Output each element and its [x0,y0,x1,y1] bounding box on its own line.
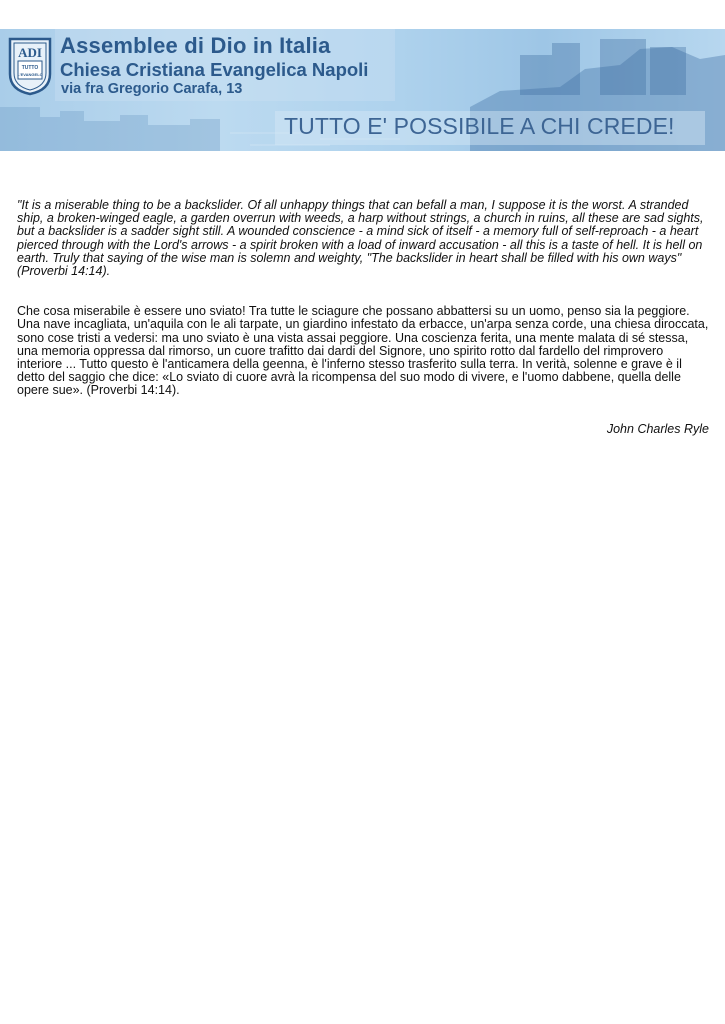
church-title: Assemblee di Dio in Italia [60,33,331,58]
header-banner [0,29,725,151]
church-subtitle: Chiesa Cristiana Evangelica Napoli [60,59,369,80]
quote-author: John Charles Ryle [606,421,709,436]
church-address: via fra Gregorio Carafa, 13 [61,81,243,97]
quote-italian: Che cosa miserabile è essere uno sviato! Tra tutte le sciagure che possano abbattersi su un uomo, penso sia la peggiore. Una nave incagliata, un'aquila con le ali tarpate, un giardino infestato da erbacce, un'arpa senza corde, una chiesa diroccata, sono cose tristi a vedersi: ma uno sviato è una vista assai peggiore. Una coscienza ferita, una mente malata di sé stessa, una memoria oppressa dal rimorso, un cuore trafitto dai dardi del Signore, uno spirito rotto dal fardello del rimprovero interiore ... Tutto questo è l'anticamera della geenna, è l'inferno stesso trasferito sulla terra. In verità, solenne e grave è il detto del saggio che dice: «Lo sviato di cuore avrà la ricompensa del suo modo di vivere, e l'uomo dabbene, quella delle opere sue». (Proverbi 14:14). [17,304,709,398]
logo-text-top: ADI [18,45,42,60]
header-slogan: TUTTO E' POSSIBILE A CHI CREDE! [284,113,675,139]
adi-logo-icon [7,36,53,96]
logo-text-line2: L'EVANGELO [17,72,43,77]
logo-text-line1: TUTTO [21,65,39,71]
quote-english: "It is a miserable thing to be a backslider. Of all unhappy things that can befall a man, I suppose it is the worst. A stranded ship, a broken-winged eagle, a garden overrun with weeds, a harp without strings, a church in ruins, all these are sad sights, but a backslider is a sadder sight still. A wounded conscience - a mind sick of itself - a memory full of self-reproach - a heart pierced through with the Lord's arrows - a spirit broken with a load of inward accusation - all this is a taste of hell. It is hell on earth. Truly that saying of the wise man is solemn and weighty, "The backslider in heart shall be filled with his own ways" (Proverbi 14:14). [17,198,704,279]
article-body [17,199,709,436]
